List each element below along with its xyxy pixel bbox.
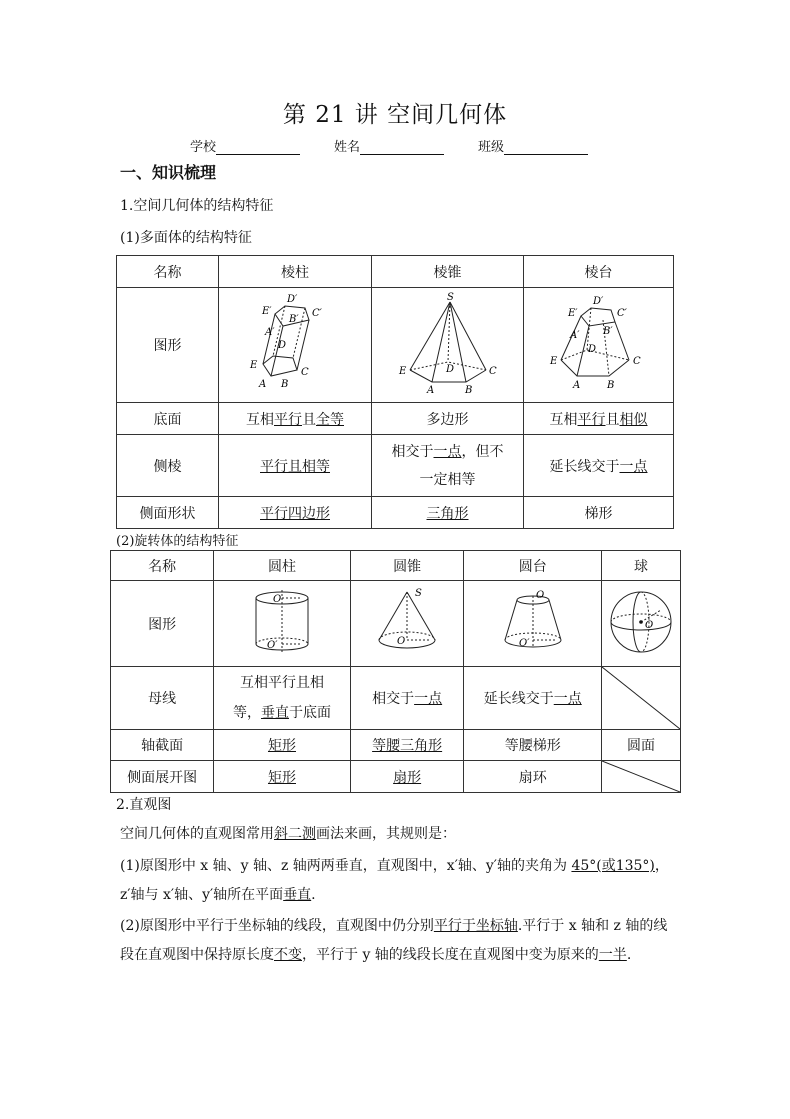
label: C — [632, 356, 641, 367]
sphere-figure — [602, 581, 681, 667]
class-field[interactable] — [478, 136, 588, 155]
label: O — [535, 589, 544, 601]
pyramid-face: 三角形 — [372, 497, 524, 529]
revolution-table — [110, 550, 681, 793]
prism-edge: 平行且相等 — [219, 435, 372, 497]
cone-axial: 等腰三角形 — [350, 730, 464, 761]
label: D — [445, 364, 454, 375]
label: B — [606, 380, 614, 391]
sphere-diagram — [605, 586, 677, 658]
pyramid-figure — [372, 288, 524, 403]
pyramid-edge: 相交于一点，但不 一定相等 — [372, 435, 524, 497]
paragraph-rule1: (1)原图形中 x 轴、y 轴、z 轴两两垂直，直观图中，x′轴、y′轴的夹角为 45°(或135°)，z′轴与 x′轴、y′轴所在平面垂直. — [120, 858, 669, 903]
table-row — [117, 435, 674, 497]
label: E′ — [262, 306, 272, 317]
cone-unfold: 扇形 — [350, 761, 464, 793]
label: B′ — [289, 314, 299, 325]
school-label: 学校 — [190, 140, 217, 155]
cylinder-unfold: 矩形 — [214, 761, 351, 793]
label: A — [259, 379, 267, 390]
header-cylinder: 圆柱 — [214, 551, 351, 581]
cone-figure — [350, 581, 464, 667]
subheading-structure: 1.空间几何体的结构特征 — [120, 198, 274, 214]
table-row — [111, 581, 681, 667]
frustum-diagram — [539, 290, 659, 396]
cone-frustum-figure — [464, 581, 602, 667]
label: E′ — [567, 308, 578, 319]
header-pyramid: 棱锥 — [372, 256, 524, 288]
label: O′ — [518, 637, 530, 649]
prism-base: 互相平行且全等 — [219, 403, 372, 435]
prism-face: 平行四边形 — [219, 497, 372, 529]
frustum-edge: 延长线交于一点 — [524, 435, 674, 497]
header-name: 名称 — [117, 256, 219, 288]
label: B — [281, 379, 289, 390]
label: D — [587, 344, 596, 355]
class-label: 班级 — [478, 140, 505, 155]
label: O — [645, 619, 654, 631]
label: O — [397, 635, 406, 647]
label: S — [446, 292, 454, 303]
row-label-axial: 轴截面 — [111, 730, 214, 761]
table-row — [117, 497, 674, 529]
school-field[interactable] — [190, 136, 300, 155]
row-label-figure: 图形 — [117, 288, 219, 403]
name-field[interactable] — [334, 136, 444, 155]
label: C — [301, 367, 309, 378]
label: E — [398, 366, 406, 377]
header-name: 名称 — [111, 551, 214, 581]
pyramid-base: 多边形 — [372, 403, 524, 435]
label: B′ — [602, 326, 613, 337]
page-title: 第 21 讲 空间几何体 — [282, 102, 508, 128]
paragraph-intro: 空间几何体的直观图常用斜二测画法来画，其规则是： — [120, 826, 456, 842]
cylinder-diagram — [242, 586, 322, 658]
frustum-generatrix: 延长线交于一点 — [464, 667, 602, 730]
label: C′ — [616, 308, 627, 319]
label: D — [278, 340, 287, 351]
label: O′ — [266, 639, 278, 651]
cone-generatrix: 相交于一点 — [350, 667, 464, 730]
label: C — [488, 366, 497, 377]
diagonal-slash — [602, 667, 680, 729]
cone-frustum-diagram — [493, 586, 573, 658]
label: A′ — [265, 327, 275, 338]
header-frustum: 棱台 — [524, 256, 674, 288]
row-label-unfold: 侧面展开图 — [111, 761, 214, 793]
cone-diagram — [367, 586, 447, 658]
header-cone-frustum: 圆台 — [464, 551, 602, 581]
prism-figure — [219, 288, 372, 403]
diagonal-slash — [602, 761, 680, 792]
frustum-unfold: 扇环 — [464, 761, 602, 793]
row-label-figure: 图形 — [111, 581, 214, 667]
name-label: 姓名 — [334, 140, 361, 155]
subheading-polyhedron: (1)多面体的结构特征 — [120, 230, 252, 246]
label: S — [415, 587, 422, 599]
header-cone: 圆锥 — [350, 551, 464, 581]
header-sphere: 球 — [602, 551, 681, 581]
pyramid-diagram — [388, 290, 508, 396]
table-row — [111, 761, 681, 793]
section-heading: 一、知识梳理 — [120, 163, 217, 182]
table-row — [117, 256, 674, 288]
table-row — [111, 551, 681, 581]
cylinder-axial: 矩形 — [214, 730, 351, 761]
label: A — [572, 380, 580, 391]
row-label-generatrix: 母线 — [111, 667, 214, 730]
label: C′ — [312, 308, 322, 319]
sphere-generatrix-empty — [602, 667, 681, 730]
label: A′ — [569, 330, 579, 341]
polyhedron-table — [116, 255, 674, 529]
table-row — [111, 667, 681, 730]
row-label-edge: 侧棱 — [117, 435, 219, 497]
header-prism: 棱柱 — [219, 256, 372, 288]
label: E — [549, 356, 557, 367]
label: B — [464, 385, 472, 396]
frustum-face: 梯形 — [524, 497, 674, 529]
student-info — [190, 136, 588, 155]
paragraph-rule2: (2)原图形中平行于坐标轴的线段，直观图中仍分别平行于坐标轴.平行于 x 轴和 z 轴的线段在直观图中保持原长度不变，平行于 y 轴的线段长度在直观图中变为原来的一半. — [120, 918, 668, 963]
frustum-figure — [524, 288, 674, 403]
label: A — [426, 385, 434, 396]
sphere-unfold-empty — [602, 761, 681, 793]
table-row — [111, 730, 681, 761]
sphere-axial: 圆面 — [602, 730, 681, 761]
table-row — [117, 288, 674, 403]
label: E — [250, 360, 258, 371]
table-row — [117, 403, 674, 435]
cylinder-generatrix: 互相平行且相 等，垂直于底面 — [214, 667, 351, 730]
row-label-face: 侧面形状 — [117, 497, 219, 529]
center-dot — [639, 620, 643, 624]
label: D′ — [287, 294, 298, 305]
frustum-axial: 等腰梯形 — [464, 730, 602, 761]
subheading-intuitive: 2.直观图 — [116, 797, 172, 813]
label: D′ — [592, 296, 603, 307]
row-label-base: 底面 — [117, 403, 219, 435]
cylinder-figure — [214, 581, 351, 667]
prism-diagram — [235, 290, 355, 396]
subheading-revolution: (2)旋转体的结构特征 — [116, 534, 239, 549]
frustum-base: 互相平行且相似 — [524, 403, 674, 435]
label: O — [272, 593, 282, 605]
